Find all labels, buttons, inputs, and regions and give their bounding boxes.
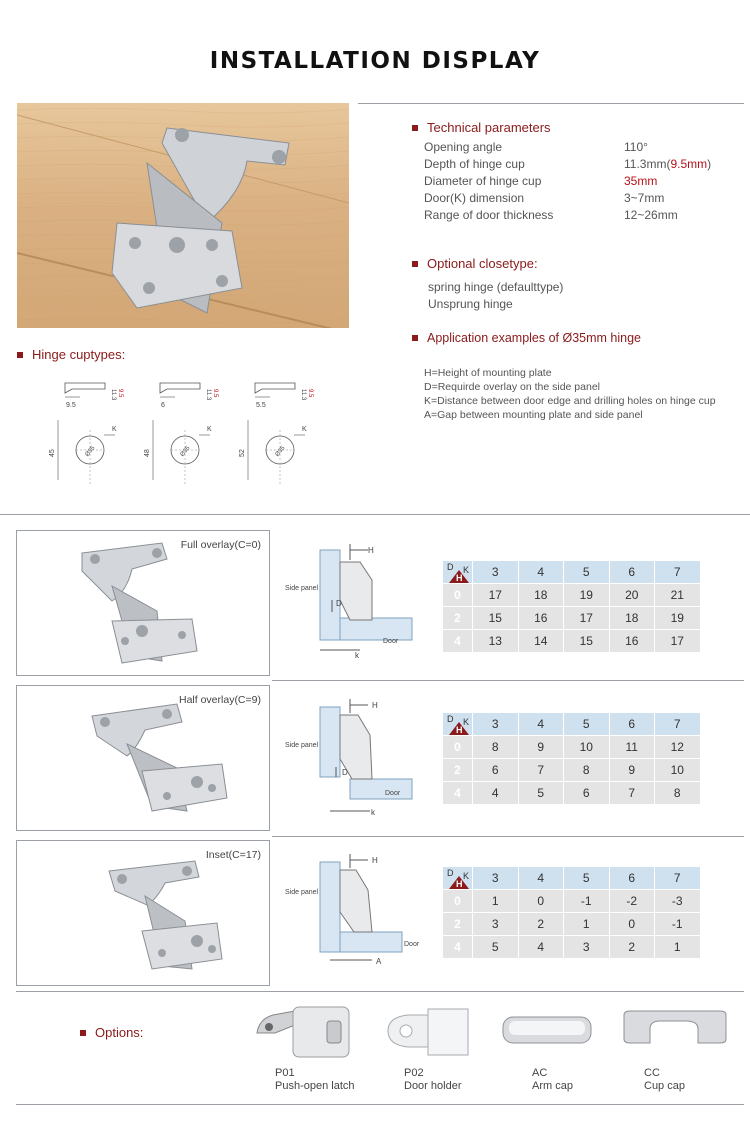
cup-depth-2: 9.5 xyxy=(307,389,313,398)
table-corner: D K H xyxy=(443,867,473,890)
table-cell: 15 xyxy=(564,630,610,653)
cup-depth-2: 9.5 xyxy=(212,389,218,398)
param-label: Diameter of hinge cup xyxy=(424,174,542,188)
table-cell: 2 xyxy=(610,936,656,959)
divider xyxy=(272,836,744,837)
table-cell: 16 xyxy=(610,630,656,653)
arm-cap-icon xyxy=(497,1003,597,1065)
cup-diameter: Ø35 xyxy=(84,445,97,458)
diagram-h-label: H xyxy=(372,701,378,710)
bullet-icon xyxy=(80,1030,86,1036)
table-row xyxy=(443,630,701,653)
cuptype-drawings xyxy=(40,375,330,495)
table-cell: -3 xyxy=(655,890,701,913)
k-header: 3 xyxy=(473,867,519,890)
table-cell: 17 xyxy=(473,584,519,607)
h-header: 2 xyxy=(443,759,473,782)
table-cell: 8 xyxy=(655,782,701,805)
divider xyxy=(16,991,744,992)
param-row xyxy=(424,140,744,157)
closetype-item: spring hinge (defaulttype) xyxy=(428,280,564,294)
h-header: 4 xyxy=(443,630,473,653)
table-cell: 9 xyxy=(610,759,656,782)
table-cell: 19 xyxy=(564,584,610,607)
hinge-installed-photo xyxy=(17,103,349,328)
h-header: 2 xyxy=(443,913,473,936)
param-label: Depth of hinge cup xyxy=(424,157,525,171)
table-cell: -2 xyxy=(610,890,656,913)
push-open-latch-icon xyxy=(255,1003,355,1065)
diagram-side-label: Side panel xyxy=(285,742,319,749)
param-label: Range of door thickness xyxy=(424,208,554,222)
h-header: 0 xyxy=(443,584,473,607)
cup-k-label: K xyxy=(302,426,307,433)
k-header: 4 xyxy=(519,561,565,584)
table-row xyxy=(443,736,701,759)
param-value: 35mm xyxy=(624,174,658,188)
table-corner: D K H xyxy=(443,713,473,736)
cup-profile xyxy=(65,383,105,393)
table-cell: 15 xyxy=(473,607,519,630)
closetype-item: Unsprung hinge xyxy=(428,297,513,311)
hinge-full-overlay-icon xyxy=(17,531,270,676)
overlay-caption: Full overlay(C=0) xyxy=(180,539,261,551)
table-cell: 7 xyxy=(519,759,565,782)
table-cell: 4 xyxy=(473,782,519,805)
overlay-table xyxy=(443,713,701,805)
cup-cap-icon xyxy=(620,1003,730,1065)
note: H=Height of mounting plate xyxy=(424,367,552,379)
param-value: 11.3mm(9.5mm) xyxy=(624,157,712,171)
diagram-h-label: H xyxy=(368,546,374,555)
param-row xyxy=(424,157,744,174)
table-corner: D K H xyxy=(443,561,473,584)
cup-top-dim: 5.5 xyxy=(256,402,266,409)
cuptype-diagram xyxy=(40,375,330,495)
table-cell: 5 xyxy=(473,936,519,959)
overlay-caption: Half overlay(C=9) xyxy=(179,694,261,706)
bullet-icon xyxy=(17,352,23,358)
table-cell: 1 xyxy=(473,890,519,913)
table-cell: 18 xyxy=(610,607,656,630)
h-header: 0 xyxy=(443,890,473,913)
option-code: CC xyxy=(644,1067,660,1079)
overlay-table xyxy=(443,867,701,959)
option-code: P02 xyxy=(404,1067,424,1079)
table-cell: 14 xyxy=(519,630,565,653)
param-value: 12~26mm xyxy=(624,208,678,222)
option-p02 xyxy=(380,1003,480,1092)
table-cell: 19 xyxy=(655,607,701,630)
cup-depth-1: 11.3 xyxy=(110,389,116,401)
table-cell: 2 xyxy=(519,913,565,936)
option-p01 xyxy=(255,1003,355,1092)
table-cell: 18 xyxy=(519,584,565,607)
table-cell: -1 xyxy=(655,913,701,936)
k-header: 6 xyxy=(610,867,656,890)
table-cell: 13 xyxy=(473,630,519,653)
k-header: 3 xyxy=(473,561,519,584)
table-cell: 1 xyxy=(564,913,610,936)
table-cell: 8 xyxy=(564,759,610,782)
table-cell: 16 xyxy=(519,607,565,630)
table-cell: 3 xyxy=(473,913,519,936)
k-header: 3 xyxy=(473,713,519,736)
table-cell: 10 xyxy=(564,736,610,759)
h-header: 0 xyxy=(443,736,473,759)
diagram-d-label: D xyxy=(336,599,342,608)
divider xyxy=(358,103,744,104)
overlay-diagram xyxy=(280,852,430,972)
table-row xyxy=(443,890,701,913)
table-cell: 17 xyxy=(655,630,701,653)
option-desc: Arm cap xyxy=(532,1080,573,1092)
table-cell: 5 xyxy=(519,782,565,805)
param-row xyxy=(424,174,744,191)
cuptypes-heading: Hinge cuptypes: xyxy=(17,347,125,362)
param-value: 3~7mm xyxy=(624,191,665,205)
param-label: Opening angle xyxy=(424,140,503,154)
cup-diameter: Ø35 xyxy=(274,445,287,458)
cup-depth-2: 9.5 xyxy=(117,389,123,398)
k-header: 5 xyxy=(564,867,610,890)
overlay-diagram-half xyxy=(280,697,430,817)
diagram-door-label: Door xyxy=(385,790,401,797)
param-row xyxy=(424,191,744,208)
page-title: INSTALLATION DISPLAY xyxy=(209,48,541,74)
overlay-card-inset xyxy=(16,840,270,986)
table-cell: 21 xyxy=(655,584,701,607)
application-heading: Application examples of Ø35mm hinge xyxy=(412,331,641,345)
cup-side-dim: 45 xyxy=(49,449,56,457)
diagram-side-label: Side panel xyxy=(285,889,319,896)
overlay-card-half xyxy=(16,685,270,831)
note: D=Requirde overlay on the side panel xyxy=(424,381,600,393)
divider xyxy=(0,514,750,515)
table-cell: 4 xyxy=(519,936,565,959)
table-row xyxy=(443,782,701,805)
table-cell: 3 xyxy=(564,936,610,959)
cup-k-label: K xyxy=(112,426,117,433)
overlay-diagram-full xyxy=(280,540,430,660)
overlay-card-full xyxy=(16,530,270,676)
table-cell: 8 xyxy=(473,736,519,759)
option-code: P01 xyxy=(275,1067,295,1079)
table-cell: 6 xyxy=(564,782,610,805)
table-cell: 11 xyxy=(610,736,656,759)
option-desc: Door holder xyxy=(404,1080,462,1092)
table-cell: 10 xyxy=(655,759,701,782)
technical-heading: Technical parameters xyxy=(412,120,551,135)
table-row xyxy=(443,936,701,959)
overlay-diagram-inset xyxy=(280,852,430,972)
bullet-icon xyxy=(412,125,418,131)
hinge-half-overlay-icon xyxy=(17,686,270,831)
door-holder-icon xyxy=(380,1003,480,1065)
cup-side-dim: 52 xyxy=(239,449,246,457)
divider xyxy=(16,1104,744,1105)
table-row xyxy=(443,584,701,607)
k-header: 5 xyxy=(564,713,610,736)
diagram-k-label: k xyxy=(371,808,375,817)
k-header: 7 xyxy=(655,867,701,890)
table-cell: 0 xyxy=(610,913,656,936)
cup-k-label: K xyxy=(207,426,212,433)
diagram-side-label: Side panel xyxy=(285,585,319,592)
table-cell: 12 xyxy=(655,736,701,759)
table-row xyxy=(443,759,701,782)
divider xyxy=(272,680,744,681)
option-code: AC xyxy=(532,1067,548,1079)
diagram-door-label: Door xyxy=(404,941,420,948)
h-header: 2 xyxy=(443,607,473,630)
overlay-caption: Inset(C=17) xyxy=(205,849,261,861)
param-value: 110° xyxy=(624,140,648,154)
overlay-diagram xyxy=(280,540,430,660)
diagram-k-label: k xyxy=(355,651,359,660)
k-header: 4 xyxy=(519,867,565,890)
bullet-icon xyxy=(412,335,418,341)
table-row xyxy=(443,913,701,936)
table-cell: 1 xyxy=(655,936,701,959)
param-label: Door(K) dimension xyxy=(424,191,525,205)
table-cell: 20 xyxy=(610,584,656,607)
cup-profile xyxy=(255,383,295,393)
param-row xyxy=(424,208,744,225)
option-desc: Push-open latch xyxy=(275,1080,355,1092)
option-desc: Cup cap xyxy=(644,1080,685,1092)
table-cell: 0 xyxy=(519,890,565,913)
cup-depth-1: 11.3 xyxy=(205,389,211,401)
cup-depth-1: 11.3 xyxy=(300,389,306,401)
diagram-d-label: D xyxy=(342,768,348,777)
overlay-diagram xyxy=(280,697,430,817)
table-cell: -1 xyxy=(564,890,610,913)
cup-side-dim: 48 xyxy=(144,449,151,457)
overlay-table xyxy=(443,561,701,653)
options-heading: Options: xyxy=(80,1025,143,1040)
k-header: 6 xyxy=(610,561,656,584)
option-ac xyxy=(497,1003,597,1092)
closetype-heading: Optional closetype: xyxy=(412,256,538,271)
note: A=Gap between mounting plate and side panel xyxy=(424,409,643,421)
cup-top-dim: 6 xyxy=(161,402,165,409)
h-header: 4 xyxy=(443,782,473,805)
k-header: 7 xyxy=(655,713,701,736)
technical-parameters xyxy=(424,140,744,225)
diagram-h-label: H xyxy=(372,856,378,865)
table-cell: 9 xyxy=(519,736,565,759)
table-row xyxy=(443,607,701,630)
hinge-inset-icon xyxy=(17,841,270,986)
h-header: 4 xyxy=(443,936,473,959)
diagram-door-label: Door xyxy=(383,638,399,645)
diagram-a-label: A xyxy=(376,957,382,966)
table-cell: 6 xyxy=(473,759,519,782)
cup-top-dim: 9.5 xyxy=(66,402,76,409)
k-header: 6 xyxy=(610,713,656,736)
bullet-icon xyxy=(412,261,418,267)
k-header: 4 xyxy=(519,713,565,736)
table-cell: 17 xyxy=(564,607,610,630)
k-header: 5 xyxy=(564,561,610,584)
note: K=Distance between door edge and drilling holes on hinge cup xyxy=(424,395,716,407)
cup-diameter: Ø35 xyxy=(179,445,192,458)
table-cell: 7 xyxy=(610,782,656,805)
option-cc xyxy=(620,1003,730,1092)
cup-profile xyxy=(160,383,200,393)
k-header: 7 xyxy=(655,561,701,584)
